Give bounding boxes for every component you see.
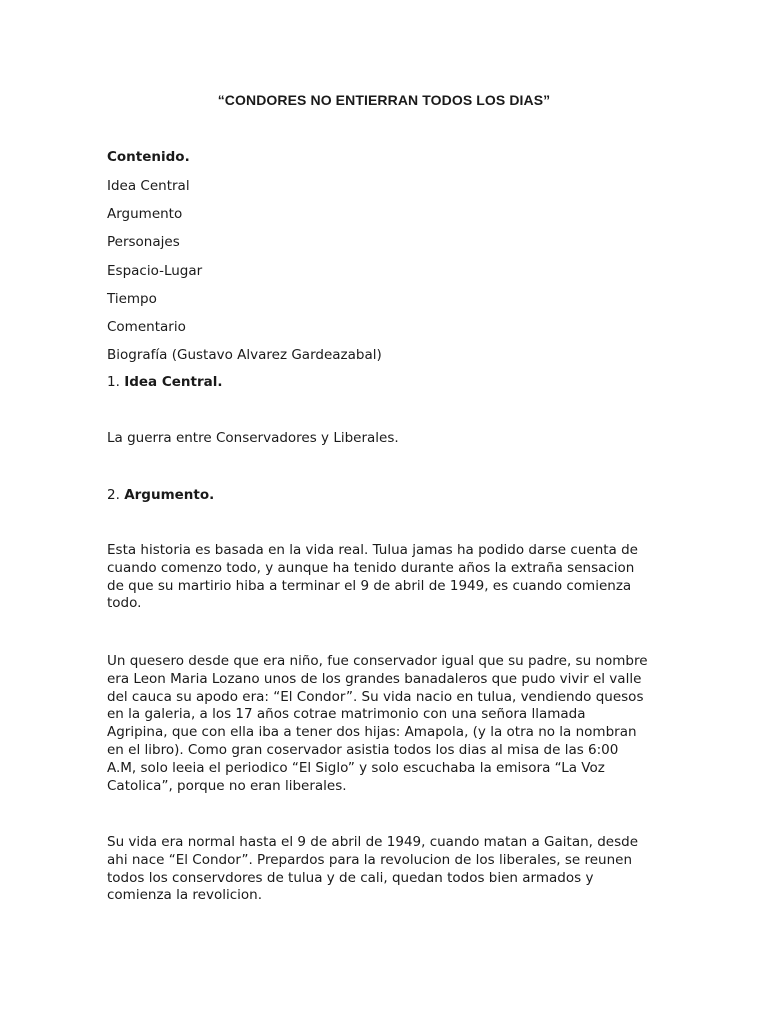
paragraph-line: Catolica”, porque no eran liberales.	[107, 777, 347, 794]
contents-item-espacio-lugar: Espacio-Lugar	[107, 262, 203, 279]
paragraph-argumento-3	[107, 834, 667, 905]
section-heading-argumento	[107, 487, 214, 503]
paragraph-line: Agripina, que con ella iba a tener dos hijas: Amapola, (y la otra no la nombran	[107, 724, 637, 741]
contents-item-personajes: Personajes	[107, 234, 180, 251]
section-title: Argumento.	[124, 487, 215, 503]
paragraph-line: era Leon Maria Lozano unos de los grandes banadaleros que pudo vivir el valle	[107, 670, 642, 687]
section-number: 1.	[107, 374, 120, 390]
paragraph-idea-central	[107, 430, 667, 448]
paragraph-line: Un quesero desde que era niño, fue conservador igual que su padre, su nombre	[107, 653, 648, 669]
contents-item-argumento: Argumento	[107, 206, 183, 223]
paragraph-line: todo.	[107, 595, 142, 612]
paragraph-argumento-2	[107, 653, 667, 795]
paragraph-line: A.M, solo leeia el periodico “El Siglo” y solo escuchaba la emisora “La Voz	[107, 759, 605, 776]
contents-item-comentario: Comentario	[107, 318, 186, 335]
paragraph-line: del cauca su apodo era: “El Condor”. Su vida nacio en tulua, vendiendo quesos	[107, 688, 644, 705]
paragraph-line: ahi nace “El Condor”. Prepardos para la revolucion de los liberales, se reunen	[107, 851, 633, 868]
paragraph-line: Esta historia es basada en la vida real. Tulua jamas ha podido darse cuenta de	[107, 542, 638, 558]
paragraph-line: La guerra entre Conservadores y Liberales.	[107, 430, 399, 446]
paragraph-line: en el libro). Como gran coservador asistia todos los dias al misa de las 6:00	[107, 741, 619, 758]
paragraph-line: de que su martirio hiba a terminar el 9 de abril de 1949, es cuando comienza	[107, 577, 632, 594]
paragraph-line: Su vida era normal hasta el 9 de abril de 1949, cuando matan a Gaitan, desde	[107, 834, 639, 850]
contents-list	[107, 177, 382, 374]
paragraph-line: cuando comenzo todo, y aunque ha tenido durante años la extraña sensacion	[107, 559, 635, 576]
paragraph-line: comienza la revolicion.	[107, 887, 262, 904]
contents-heading: Contenido.	[107, 149, 190, 165]
section-title: Idea Central.	[124, 374, 223, 390]
paragraph-line: en la galeria, a los 17 años cotrae matrimonio con una señora llamada	[107, 706, 586, 723]
document-title: “CONDORES NO ENTIERRAN TODOS LOS DIAS”	[217, 92, 551, 108]
section-number: 2.	[107, 487, 120, 503]
contents-item-tiempo: Tiempo	[107, 290, 157, 307]
contents-item-idea-central: Idea Central	[107, 178, 190, 194]
paragraph-argumento-1	[107, 542, 667, 613]
paragraph-line: todos los conservdores de tulua y de cali, quedan todos bien armados y	[107, 869, 594, 886]
section-heading-idea-central	[107, 374, 223, 390]
contents-item-biografia: Biografía (Gustavo Alvarez Gardeazabal)	[107, 347, 382, 364]
